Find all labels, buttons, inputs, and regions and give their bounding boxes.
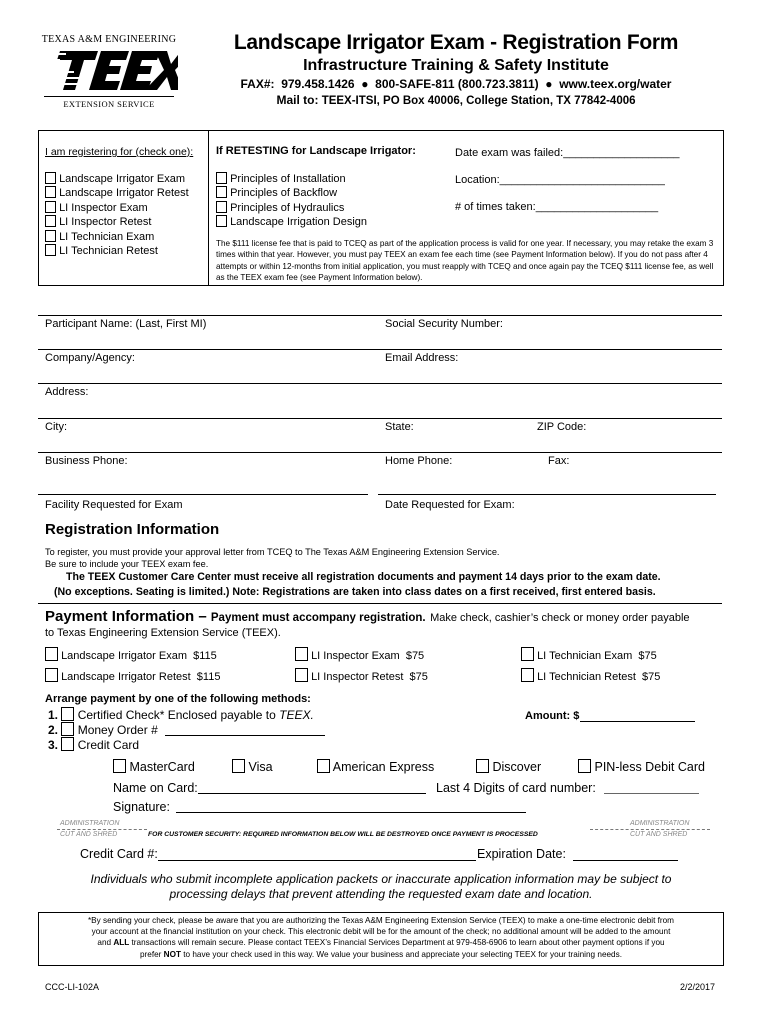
registration-deadline: The TEEX Customer Care Center must receive all registration documents and payment 14 days prior to the exam date.	[66, 571, 661, 583]
city-label: City:	[45, 421, 67, 433]
security-notice: FOR CUSTOMER SECURITY: REQUIRED INFORMATION BELOW WILL BE DESTROYED ONCE PAYMENT IS PROCESSED	[148, 831, 538, 838]
option-landscape-irrigator-retest[interactable]: Landscape Irrigator Retest	[45, 186, 189, 200]
teex-logo	[40, 34, 178, 114]
method-certified-check[interactable]: 1. Certified Check* Enclosed payable to TEEX.	[48, 708, 314, 722]
date-failed-field[interactable]: Date exam was failed:___________________	[455, 147, 680, 159]
checkbox[interactable]	[216, 186, 227, 198]
signature-label: Signature:	[113, 800, 170, 814]
form-title: Landscape Irrigator Exam - Registration Form	[233, 31, 679, 54]
retest-principles-hydraulics[interactable]: Principles of Hydraulics	[216, 201, 367, 215]
checkbox[interactable]	[232, 759, 245, 773]
card-american-express[interactable]: American Express	[317, 759, 434, 774]
company-label: Company/Agency:	[45, 352, 135, 364]
checkbox[interactable]	[45, 647, 58, 661]
checkbox[interactable]	[45, 230, 56, 242]
checkbox[interactable]	[317, 759, 330, 773]
email-label: Email Address:	[385, 352, 459, 364]
checkbox[interactable]	[521, 647, 534, 661]
card-mastercard[interactable]: MasterCard	[113, 759, 195, 774]
option-li-technician-exam[interactable]: LI Technician Exam	[45, 230, 189, 244]
registering-heading: I am registering for (check one):	[45, 146, 194, 158]
payment-heading: Payment Information	[45, 608, 195, 625]
fee-landscape-exam[interactable]: Landscape Irrigator Exam $115	[45, 647, 217, 662]
footnote-text: *By sending your check, please be aware that you are authorizing the Texas A&M Engineering Extension Service (TEEX) to make a one-time electronic debit from your account at the financial institution on your check. This electronic debit will be for the amount of the check; no additional amount will be added to the amount and ALL transactions will remain secure. Please contact TEEX’s Financial Services Department at 979-458-6906 to learn about other payment options if you prefer NOT to have your check used in this way. We value your business and appreciate your selecting TEEX for your training needs.	[87, 916, 674, 959]
checkbox[interactable]	[113, 759, 126, 773]
incomplete-warning-1: Individuals who submit incomplete application packets or inaccurate application information may be subject to	[90, 872, 672, 886]
arrange-payment-heading: Arrange payment by one of the following methods:	[45, 693, 311, 705]
teex-logo-mark	[40, 48, 178, 92]
logo-top-text: TEXAS A&M ENGINEERING	[41, 34, 177, 45]
expiration-label: Expiration Date:	[477, 847, 566, 861]
checkbox[interactable]	[45, 172, 56, 184]
mail-line	[196, 93, 716, 107]
address-label: Address:	[45, 386, 89, 398]
checkbox[interactable]	[476, 759, 489, 773]
name-on-card-label: Name on Card:	[113, 781, 198, 795]
registration-no-exceptions: (No exceptions. Seating is limited.) Note: Registrations are taken into class dates on a first received, first entered basis.	[54, 586, 656, 598]
money-order-line[interactable]	[165, 735, 325, 736]
checkbox[interactable]	[295, 668, 308, 682]
registration-info-line2: Be sure to include your TEEX exam fee.	[45, 559, 209, 569]
fax-line: FAX#: 979.458.1426 ● 800-SAFE-811 (800.723.3811) ● www.teex.org/water	[240, 77, 672, 91]
method-credit-card[interactable]: 3. Credit Card	[48, 738, 140, 752]
option-li-technician-retest[interactable]: LI Technician Retest	[45, 244, 189, 258]
retesting-heading: If RETESTING for Landscape Irrigator:	[216, 145, 416, 157]
last4-label: Last 4 Digits of card number:	[436, 781, 596, 795]
checkbox[interactable]	[45, 244, 56, 256]
name-on-card-line[interactable]	[198, 793, 426, 794]
payment-heading-line: Payment Information – Payment must accompany registration. Make check, cashier’s check or money order payable	[45, 608, 690, 625]
participant-name-label: Participant Name: (Last, First MI)	[45, 318, 207, 330]
retest-irrigation-design[interactable]: Landscape Irrigation Design	[216, 215, 367, 229]
fee-landscape-retest[interactable]: Landscape Irrigator Retest $115	[45, 668, 220, 683]
fee-technician-exam[interactable]: LI Technician Exam $75	[521, 647, 657, 662]
amount-line[interactable]	[580, 721, 695, 722]
checkbox[interactable]	[45, 186, 56, 198]
card-visa[interactable]: Visa	[232, 759, 273, 774]
registration-info-heading: Registration Information	[45, 521, 220, 538]
method-money-order[interactable]: 2. Money Order #	[48, 723, 158, 737]
checkbox[interactable]	[61, 737, 74, 751]
retest-principles-backflow[interactable]: Principles of Backflow	[216, 186, 367, 200]
checkbox[interactable]	[295, 647, 308, 661]
ssn-label: Social Security Number:	[385, 318, 503, 330]
business-phone-label: Business Phone:	[45, 455, 128, 467]
state-label: State:	[385, 421, 414, 433]
option-li-inspector-exam[interactable]: LI Inspector Exam	[45, 201, 189, 215]
option-landscape-irrigator-exam[interactable]: Landscape Irrigator Exam	[45, 172, 189, 186]
signature-line[interactable]	[176, 812, 526, 813]
expiration-line[interactable]	[573, 860, 678, 861]
retest-principles-installation[interactable]: Principles of Installation	[216, 172, 367, 186]
checkbox[interactable]	[578, 759, 591, 773]
checkbox[interactable]	[61, 707, 74, 721]
zip-label: ZIP Code:	[537, 421, 587, 433]
mail-label: Mail to:	[276, 93, 319, 107]
fee-inspector-exam[interactable]: LI Inspector Exam $75	[295, 647, 424, 662]
date-requested-label: Date Requested for Exam:	[385, 499, 515, 511]
fax-label: Fax:	[548, 455, 570, 467]
admin-right-1: ADMINISTRATION	[630, 820, 690, 827]
retesting-options	[216, 172, 367, 230]
amount-label: Amount: $	[525, 710, 580, 722]
location-field[interactable]: Location:___________________________	[455, 174, 665, 186]
form-code: CCC-LI-102A	[45, 982, 100, 992]
card-discover[interactable]: Discover	[476, 759, 541, 774]
facility-label: Facility Requested for Exam	[45, 499, 183, 511]
checkbox[interactable]	[216, 215, 227, 227]
admin-left-1: ADMINISTRATION	[60, 820, 120, 827]
credit-card-number-label: Credit Card #:	[80, 847, 158, 861]
incomplete-warning-2: processing delays that prevent attending the requested exam date and location.	[169, 887, 593, 901]
checkbox[interactable]	[45, 215, 56, 227]
checkbox[interactable]	[45, 201, 56, 213]
checkbox[interactable]	[216, 201, 227, 213]
times-taken-field[interactable]: # of times taken:____________________	[455, 201, 659, 213]
checkbox[interactable]	[45, 668, 58, 682]
mail-address: TEEX-ITSI, PO Box 40006, College Station, TX 77842-4006	[321, 95, 636, 107]
card-pinless-debit[interactable]: PIN-less Debit Card	[578, 759, 705, 774]
form-subtitle: Infrastructure Training & Safety Institute	[303, 57, 609, 74]
payment-payable-text: Make check, cashier’s check or money order payable	[430, 612, 690, 624]
logo-bottom-text: EXTENSION SERVICE	[63, 99, 155, 109]
license-fee-note: The $111 license fee that is paid to TCEQ as part of the application process is valid for one year. If necessary, you may retake the exam 3 times within that year. However, you must pay TEEX an exam fee each time (see Payment Information below). If you do not pass after 4 attempts or within 12-months from initial application, you must reapply with TCEQ and once again pay the TCEQ $111 license fee, as well as the TEEX exam fee (see Payment Information below).	[216, 239, 714, 282]
credit-card-number-line[interactable]	[158, 860, 476, 861]
fee-inspector-retest[interactable]: LI Inspector Retest $75	[295, 668, 428, 683]
home-phone-label: Home Phone:	[385, 455, 453, 467]
registering-options	[45, 172, 189, 258]
payment-must: Payment must accompany registration.	[210, 612, 426, 624]
fee-technician-retest[interactable]: LI Technician Retest $75	[521, 668, 660, 683]
payment-payable-text2: to Texas Engineering Extension Service (TEEX).	[45, 627, 281, 639]
option-li-inspector-retest[interactable]: LI Inspector Retest	[45, 215, 189, 229]
registration-info-line1: To register, you must provide your approval letter from TCEQ to The Texas A&M Engineering Extension Service.	[45, 547, 500, 557]
form-date: 2/2/2017	[680, 982, 716, 992]
last4-line[interactable]	[604, 793, 699, 794]
admin-left-2: CUT AND SHRED	[60, 831, 118, 838]
checkbox[interactable]	[61, 722, 74, 736]
checkbox[interactable]	[521, 668, 534, 682]
admin-right-2: CUT AND SHRED	[630, 831, 688, 838]
checkbox[interactable]	[216, 172, 227, 184]
